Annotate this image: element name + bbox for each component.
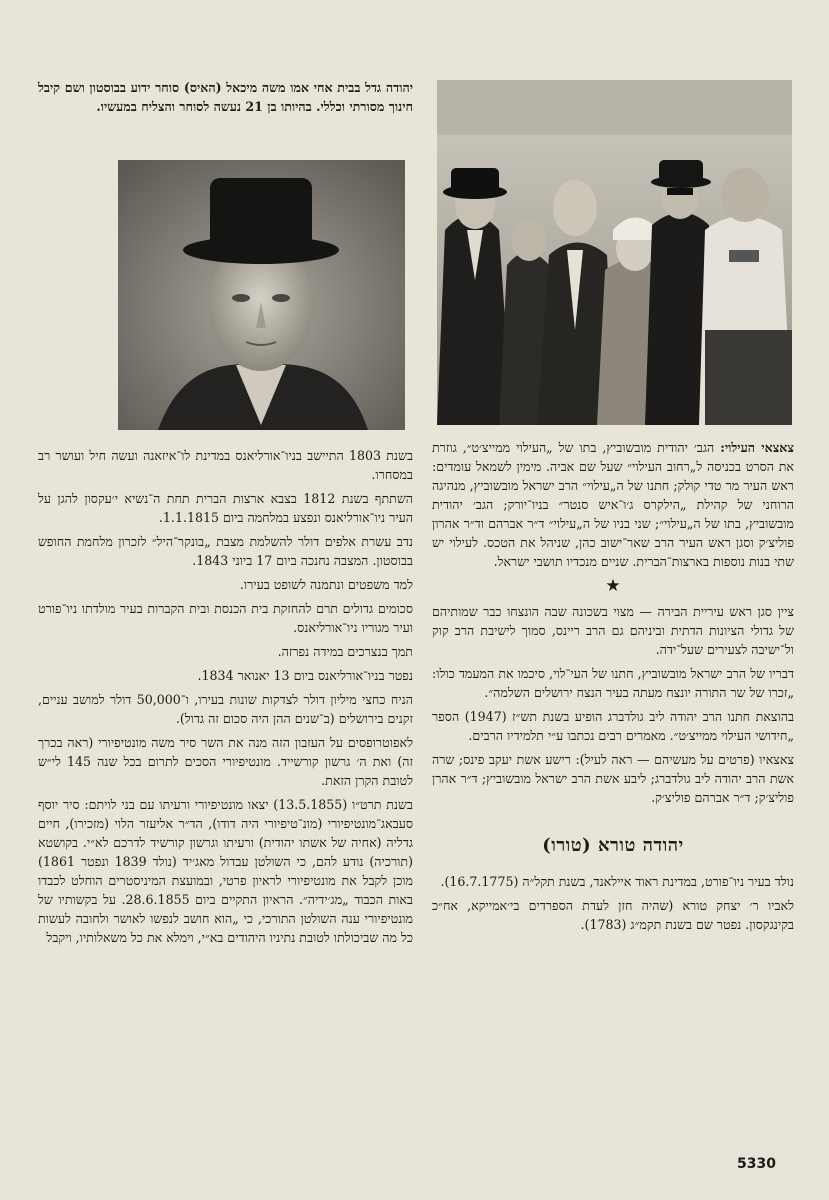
page-number: 5330 xyxy=(737,1156,776,1172)
paragraph: השתתף בשנת 1812 בצבא ארצות הברית תחת ה־נשיא י׳עקסון להגן על העיר ניו־אורליאנס ונפצע במלחמה ביום 1.1.1815. xyxy=(38,491,413,525)
star-icon: ★ xyxy=(605,576,621,596)
photo-caption xyxy=(432,438,794,571)
paragraph: לאביו ר׳ יצחק טורא (שהיה חזן לעדת הספרדים בי׳אמייקא, אח״כ בקינגקסון. נפטר שם בשנת תקמ״ג (1783). xyxy=(432,898,794,932)
intro-paragraph: יהודה גדל בבית אחי אמו משה מיכאל (האיס) סוחר ידוע בבוסטון ושם קיבל חינוך מסורתי וכללי. בהיותו בן 21 נעשה לסוחר והצליח במעשיו. xyxy=(38,80,413,114)
paragraph: למד משפטים ונתמנה לשופט בעירו. xyxy=(239,577,413,592)
paragraph: ציין סגן ראש עיריית הבירה — מצוי בשכונה שבה הונצחו כבר שמותיהם של גדולי הציונות הדתית וביניהם גם הרב ריינס, סמוך לישיבת הרב קוק ול־ישיבה לצעירים שעל־ידה. xyxy=(432,604,794,657)
paragraph: נולד בעיר ניו־פורט, במדינת ראוד איילאנד, בשנת תקל״ה (16.7.1775). xyxy=(440,874,794,889)
paragraph: תמך בנצרכים במידה נפרזה. xyxy=(277,644,413,659)
paragraph: סכומים גדולים תרם להחזקת בית הכנסת ובית הקברות בעיר מולדתו ניו־פורט ועיר מגוריו ניו־אורליאנס. xyxy=(38,601,413,635)
right-column xyxy=(432,438,794,939)
paragraph: נפטר בניו־אורליאנס ביום 13 יאנואר 1834. xyxy=(197,668,413,683)
paragraph: לאפוטרופסים על העזבון הזה מנה את השר סיר משה מונטיפיורי (ראה בכרך זה) ואת ה׳ גרשון קורשייד. מונטיפיורי הסכים לתרום בכל שנה 145 לי״ש לטובת הקרן הזאת. xyxy=(38,735,413,788)
caption-label: צאצאי העילוי: xyxy=(720,440,794,455)
portrait-photo xyxy=(118,160,405,430)
paragraph: בשנת תרט״ו (13.5.1855) יצאו מונטיפיורי ורעיתו עם בני לויתם: סיר יוסף סעבאג־מונטיפיורי (מונ־טיפיורי היה דודו), הד״ר אליעזר הלוי (מזכירו), חיים גדליה (אחיה של אשתו יהודית) ורעיתו וגרשון קורשיד לדרכם לא״י. בקושטא (תורכיה) נודע להם, כי השולטן עבדול מאג׳יד (נולד 1839 ונפטר 1861) מוכן לקבל את מונטיפיורי לראיון פרטי, ובמועצת המיניסטרים הוחלט לכבדו באות הכבוד „מג׳ידיה״. הראיון התקיים ביום 28.6.1855. על בקשותיו של מונטיפיורי ענה השולטן התורכי, כי „הוא חושב לנפשו לאושר ולחובה לעשות כל מה שביכולתו לטובת נתיניו היהודים בא״י, וימלא את כל משאלותיו, ויקבל xyxy=(38,797,413,945)
left-column xyxy=(38,446,413,952)
paragraph: צאצאיו (פרטים על מעשיהם — ראה לעיל): רישע אשת יעקב פינס; שרה אשת הרב יהודה ליב גולדברג; ליבע אשת הרב ישראל מובשוביץ; ד״ר אהרן פוליצ׳ק; ד״ר אברהם פוליצ׳ק. xyxy=(432,752,794,805)
paragraph: הניח כחצי מיליון דולר לצדקות שונות בעירו, ו־50,000 דולר למושב עניים, זקנים בירושלים (ב־שנים ההן היה סכום זה גדול). xyxy=(38,692,413,726)
paragraph: בהוצאת חתנו הרב יהודה ליב גולדברג הופיע בשנת תש״ז (1947) הספר „חידושי העילוי ממייצ׳ט״. מאמרים רבים נכתבו ע״י תלמידיו הרבים. xyxy=(432,709,795,743)
group-photo xyxy=(437,80,792,425)
section-heading: יהודה טורא (טורו) xyxy=(542,835,684,856)
paragraph: נדב עשרת אלפים דולר להשלמת מצבת „בונקר־היל״ לזכרון מלחמת החופש בבוסטון. המצבה נחנכה ביום 17 ביוני 1843. xyxy=(38,534,413,568)
paragraph: בשנת 1803 התיישב בניו־אורליאנס במדינת לו־איזאנה ועשה חיל ועושר רב במסחרו. xyxy=(38,448,414,482)
intro-block xyxy=(38,78,413,121)
paragraph: דבריו של הרב ישראל מובשוביץ, חתנו של העי־לוי, סיכמו את המעמד כולו: „זכרו של שר התורה יונצח מעתה בעיר הנצח ירושלים השלמה״. xyxy=(432,666,794,700)
caption-text: הגב׳ יהודית מובשוביץ, בתו של „העילוי ממייצ׳ט״, גוזרת את הסרט בכניסה ל„רחוב העילוי״ שעל שם אביה. מימין לשמאל עומדים: ראש העיר מר טדי קולק; חתנו של ה„עילוי״ הרב ישראל מובשוביץ, מנהיגה הרוחני של קהילת „הילקרס ג׳ו־איש סנטר״ בניו־יורק; הגב׳ יהודית מובשוביץ, בתו של ה„עילוי״; שני בניו של ה„עילוי״ ד״ר אברהם וד״ר אהרון פוליצ׳ק וסגן ראש העיר הרב שאר־ישוב כהן, שניהל את הטכס. לעילוי יש שתי בנות נוספות בארצות־הברית. שניים מנכדיו תושבי ישראל. xyxy=(432,440,794,569)
